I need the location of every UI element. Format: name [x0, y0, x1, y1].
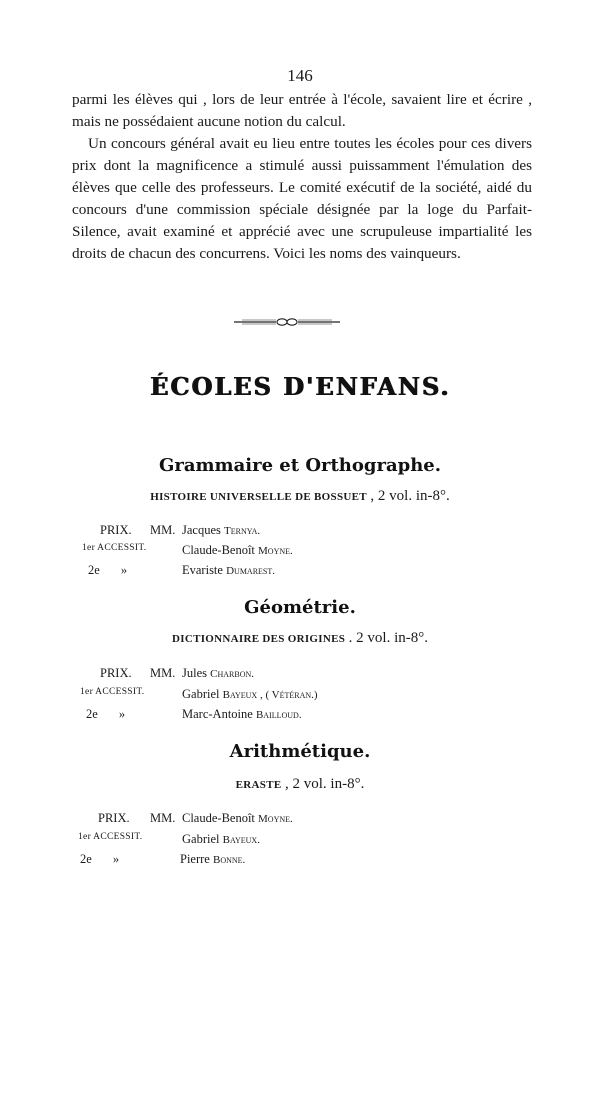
winner-rank: 1er ACCESSIT. — [80, 687, 145, 697]
winner-row — [0, 563, 600, 581]
winner-name: Gabriel Bayeux , ( Vétéran.) — [182, 687, 318, 701]
winner-row — [0, 666, 600, 684]
book-line — [0, 630, 600, 647]
winner-name: Evariste Dumarest. — [182, 563, 276, 577]
winner-name: Claude-Benoît Moyne. — [182, 543, 293, 557]
paragraph-continuation: parmi les élèves qui , lors de leur entrée à l'école, savaient lire et écrire , mais ne possédaient aucune notion du calcul. — [72, 91, 532, 130]
winner-rank: 2e » — [80, 852, 120, 866]
winner-rank: 1er ACCESSIT. — [82, 543, 147, 553]
book-volumes: , 2 vol. in-8°. — [284, 776, 365, 792]
paragraph-concours: Un concours général avait eu lieu entre toutes les écoles pour ces divers prix dont la magnificence a stimulé aussi puissamment l'émulation des élèves que celle des professeurs. Le comité exécutif de la société, aidé du concours d'une commission spéciale désignée par la loge du Parfait-Silence, avait examiné et apprécié avec une scrupuleuse impartialité les droits de chacun des concurrens. Voici les noms des vainqueurs. — [72, 135, 532, 262]
book-title: DICTIONNAIRE DES ORIGINES — [172, 633, 346, 645]
winner-name: Marc-Antoine Bailloud. — [182, 707, 302, 721]
winner-mm: MM. — [150, 666, 176, 680]
winner-row — [0, 687, 600, 705]
winner-name: Gabriel Bayeux. — [182, 832, 260, 846]
winner-mm: MM. — [150, 811, 176, 825]
book-title: HISTOIRE UNIVERSELLE DE BOSSUET — [150, 491, 367, 503]
subject-title: Arithmétique. — [229, 741, 371, 762]
winner-rank: PRIX. — [98, 811, 130, 825]
section-title: ÉCOLES D'ENFANS. — [149, 372, 451, 401]
book-line — [0, 488, 600, 505]
body-text — [72, 89, 532, 265]
page-number: 146 — [287, 66, 313, 85]
winner-row — [0, 832, 600, 850]
winner-name: Pierre Bonne. — [180, 852, 246, 866]
winner-mm: MM. — [150, 523, 176, 537]
winner-name: Jules Charbon. — [182, 666, 254, 680]
book-volumes: , 2 vol. in-8°. — [370, 488, 450, 504]
winner-row — [0, 852, 600, 870]
winner-rank: PRIX. — [100, 523, 132, 537]
winner-rank: 2e » — [86, 707, 126, 721]
subject-title: Géométrie. — [244, 597, 356, 618]
winner-row — [0, 811, 600, 829]
book-title: ERASTE — [235, 779, 282, 791]
winner-rank: 1er ACCESSIT. — [78, 832, 143, 842]
winner-row — [0, 543, 600, 561]
winner-row — [0, 707, 600, 725]
winner-name: Claude-Benoît Moyne. — [182, 811, 293, 825]
subject-title: Grammaire et Orthographe. — [158, 455, 442, 476]
winner-rank: 2e » — [88, 563, 128, 577]
book-line — [0, 776, 600, 793]
winner-name: Jacques Ternya. — [182, 523, 261, 537]
winner-rank: PRIX. — [100, 666, 132, 680]
ornament-divider — [232, 316, 342, 328]
book-volumes: . 2 vol. in-8°. — [348, 630, 428, 646]
winner-row — [0, 523, 600, 541]
